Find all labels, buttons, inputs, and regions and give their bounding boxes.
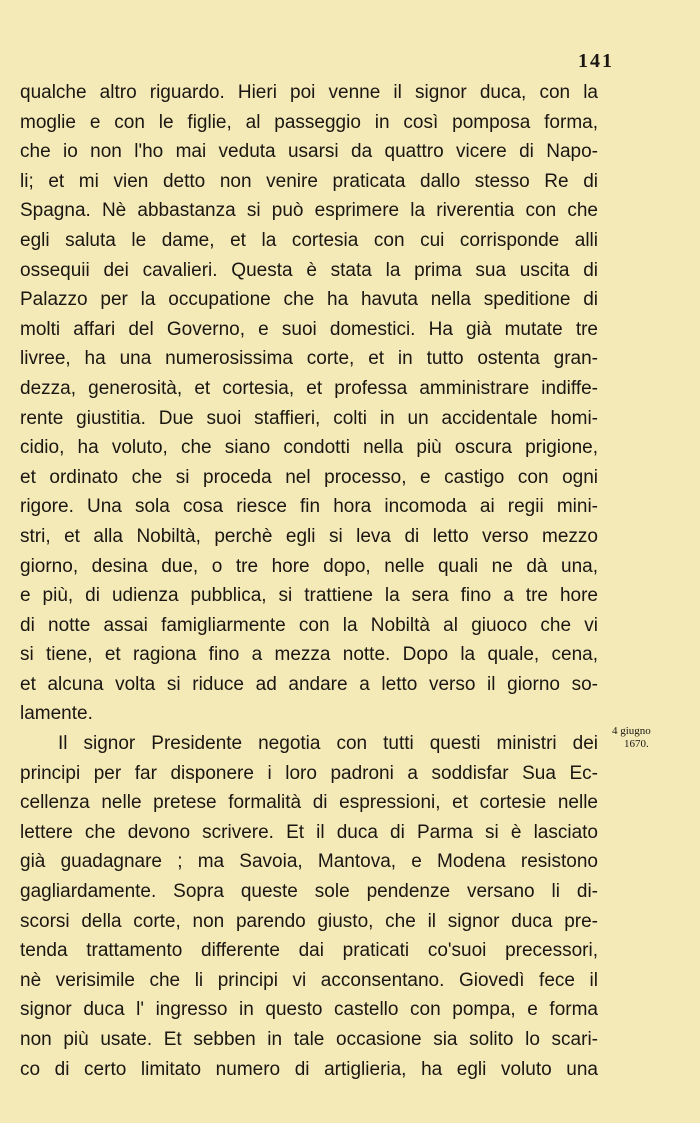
margin-note-date: 4 giugno bbox=[612, 725, 651, 737]
text-line: nè verisimile che li principi vi acconsentano. Giovedì fece il bbox=[20, 969, 598, 991]
text-line: giorno, desina due, o tre hore dopo, nelle quali ne dà una, bbox=[20, 555, 598, 577]
text-line: et ordinato che si proceda nel processo, e castigo con ogni bbox=[20, 466, 598, 488]
text-line: cidio, ha voluto, che siano condotti nella più oscura prigione, bbox=[20, 437, 598, 459]
text-line: egli saluta le dame, et la cortesia con cui corrisponde alli bbox=[20, 229, 598, 251]
text-line: di notte assai famigliarmente con la Nobiltà al giuoco che vi bbox=[20, 614, 598, 636]
text-line: molti affari del Governo, e suoi domestici. Ha già mutate tre bbox=[20, 318, 598, 340]
margin-note-year: 1670. bbox=[624, 738, 649, 750]
text-line: lettere che devono scrivere. Et il duca di Parma si è lasciato bbox=[20, 821, 598, 843]
text-line: dezza, generosità, et cortesia, et professa amministrare indiffe- bbox=[20, 377, 598, 399]
text-line: scorsi della corte, non parendo giusto, che il signor duca pre- bbox=[20, 910, 598, 932]
text-line: et alcuna volta si riduce ad andare a letto verso il giorno so- bbox=[20, 673, 598, 695]
text-line: stri, et alla Nobiltà, perchè egli si leva di letto verso mezzo bbox=[20, 525, 598, 547]
text-line: principi per far disponere i loro padroni a soddisfar Sua Ec- bbox=[20, 762, 598, 784]
text-line: co di certo limitato numero di artiglieria, ha egli voluto una bbox=[20, 1058, 598, 1080]
text-line: e più, di udienza pubblica, si trattiene la sera fino a tre hore bbox=[20, 585, 598, 607]
text-line: qualche altro riguardo. Hieri poi venne il signor duca, con la bbox=[20, 82, 598, 103]
text-line: Spagna. Nè abbastanza si può esprimere la riverentia con che bbox=[20, 200, 598, 222]
text-line: li; et mi vien detto non venire praticata dallo stesso Re di bbox=[20, 170, 598, 192]
text-line: ossequii dei cavalieri. Questa è stata la prima sua uscita di bbox=[20, 259, 598, 281]
paragraph bbox=[20, 78, 598, 729]
text-line: già guadagnare ; ma Savoia, Mantova, e Modena resistono bbox=[20, 851, 598, 873]
text-line: non più usate. Et sebben in tale occasione sia solito lo scari- bbox=[20, 1029, 598, 1050]
text-line: Palazzo per la occupatione che ha havuta nella speditione di bbox=[20, 289, 598, 311]
text-line: gagliardamente. Sopra queste sole pendenze versano li di- bbox=[20, 881, 598, 903]
text-line: cellenza nelle pretese formalità di espressioni, et cortesie nelle bbox=[20, 792, 598, 814]
text-line: rente giustitia. Due suoi staffieri, colti in un accidentale homi- bbox=[20, 407, 598, 429]
text-line: tenda trattamento differente dai praticati co'suoi precessori, bbox=[20, 940, 598, 962]
text-line: livree, ha una numerosissima corte, et in tutto ostenta gran- bbox=[20, 348, 598, 370]
page-number: 141 bbox=[578, 50, 614, 72]
text-line: Il signor Presidente negotia con tutti questi ministri dei bbox=[58, 733, 598, 755]
text-line: si tiene, et ragiona fino a mezza notte. Dopo la quale, cena, bbox=[20, 644, 598, 666]
body-text bbox=[20, 78, 598, 1084]
text-line: che io non l'ho mai veduta usarsi da quattro vicere di Napo- bbox=[20, 141, 598, 163]
text-line: lamente. bbox=[20, 703, 93, 725]
text-line: signor duca l' ingresso in questo castello con pompa, e forma bbox=[20, 999, 598, 1021]
text-line: moglie e con le figlie, al passeggio in così pomposa forma, bbox=[20, 111, 598, 133]
paragraph bbox=[20, 729, 598, 1084]
margin-note bbox=[612, 725, 692, 751]
text-line: rigore. Una sola cosa riesce fin hora incomoda ai regii mini- bbox=[20, 496, 598, 518]
